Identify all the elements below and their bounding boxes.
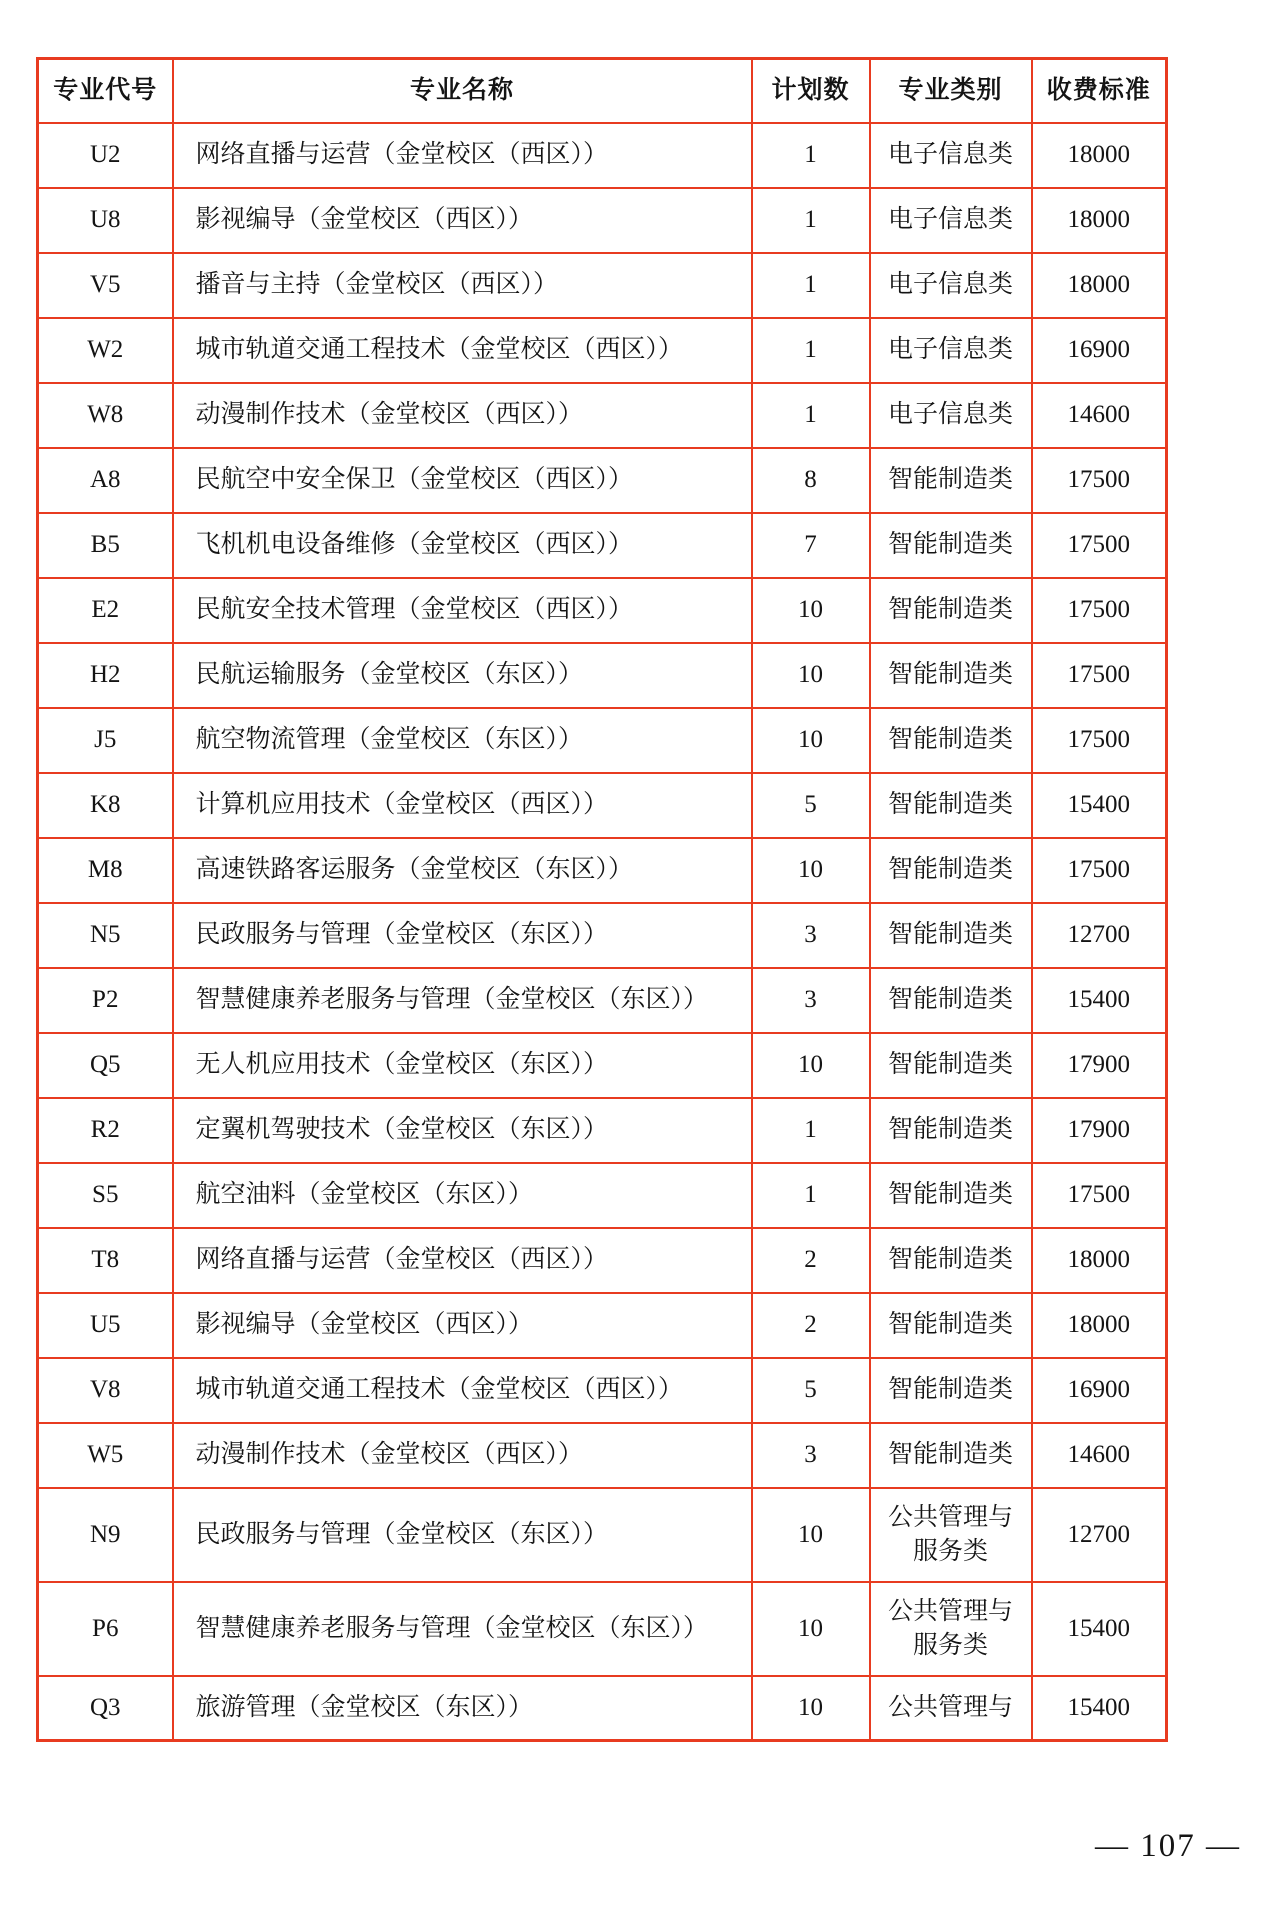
cell-code	[38, 1163, 173, 1228]
cell-category	[870, 578, 1032, 643]
table-row	[38, 643, 1167, 708]
cell-name-text: 民航安全技术管理（金堂校区（西区））	[195, 596, 634, 623]
cell-plan	[752, 968, 870, 1033]
cell-category	[870, 448, 1032, 513]
cell-name	[173, 123, 752, 188]
cell-fee-text: 12700	[1067, 921, 1130, 948]
cell-name	[173, 643, 752, 708]
cell-fee	[1032, 903, 1167, 968]
cell-category-text: 电子信息类	[887, 271, 1013, 298]
cell-category-text: 电子信息类	[887, 141, 1013, 168]
cell-name-text: 播音与主持（金堂校区（西区））	[195, 271, 559, 298]
cell-code	[38, 1033, 173, 1098]
cell-fee	[1032, 773, 1167, 838]
table-row	[38, 188, 1167, 253]
cell-fee-text: 14600	[1067, 1441, 1130, 1468]
cell-category	[870, 1676, 1032, 1741]
cell-code	[38, 318, 173, 383]
cell-name-text: 飞机机电设备维修（金堂校区（西区））	[195, 531, 634, 558]
cell-category-text-line2: 服务类	[912, 1537, 988, 1565]
cell-plan-text: 3	[804, 1441, 817, 1468]
table-row	[38, 773, 1167, 838]
cell-name	[173, 1676, 752, 1741]
table-row	[38, 968, 1167, 1033]
table-row	[38, 253, 1167, 318]
cell-name	[173, 318, 752, 383]
cell-code-text: T8	[91, 1246, 120, 1273]
cell-code	[38, 448, 173, 513]
cell-plan-text: 2	[804, 1311, 817, 1338]
cell-code	[38, 1228, 173, 1293]
cell-plan-text: 1	[804, 336, 817, 363]
table-row	[38, 1488, 1167, 1582]
cell-category	[870, 1582, 1032, 1676]
cell-code-text: V5	[89, 271, 121, 298]
cell-category-text: 智能制造类	[887, 726, 1013, 753]
cell-plan	[752, 1293, 870, 1358]
table-row	[38, 1098, 1167, 1163]
cell-code-text: S5	[92, 1181, 119, 1208]
table-row	[38, 1228, 1167, 1293]
cell-code-text: K8	[89, 791, 121, 818]
cell-category	[870, 513, 1032, 578]
cell-plan	[752, 1033, 870, 1098]
cell-category	[870, 123, 1032, 188]
cell-name-text: 无人机应用技术（金堂校区（东区））	[195, 1051, 609, 1078]
cell-fee	[1032, 513, 1167, 578]
cell-plan-text: 1	[804, 141, 817, 168]
cell-category-text: 智能制造类	[887, 1441, 1013, 1468]
cell-name	[173, 253, 752, 318]
cell-fee-text: 15400	[1067, 986, 1130, 1013]
column-header: 专业代号	[38, 59, 173, 123]
cell-name	[173, 968, 752, 1033]
cell-plan	[752, 773, 870, 838]
cell-plan-text: 1	[804, 271, 817, 298]
cell-fee	[1032, 578, 1167, 643]
column-header: 专业名称	[173, 59, 752, 123]
column-header: 收费标准	[1032, 59, 1167, 123]
cell-name	[173, 578, 752, 643]
cell-fee-text: 12700	[1067, 1520, 1130, 1548]
cell-fee	[1032, 708, 1167, 773]
cell-code-text: W5	[87, 1441, 124, 1468]
cell-plan	[752, 253, 870, 318]
cell-code	[38, 968, 173, 1033]
cell-fee-text: 14600	[1067, 401, 1130, 428]
cell-fee-text: 18000	[1067, 271, 1130, 298]
table-body	[38, 123, 1167, 1741]
cell-fee-text: 17500	[1067, 1181, 1130, 1208]
cell-plan	[752, 123, 870, 188]
cell-code-text: N9	[89, 1520, 121, 1548]
cell-name-text: 民航运输服务（金堂校区（东区））	[195, 661, 584, 688]
cell-fee	[1032, 383, 1167, 448]
cell-category-text: 智能制造类	[887, 791, 1013, 818]
table-row	[38, 1358, 1167, 1423]
cell-name-text: 城市轨道交通工程技术（金堂校区（西区））	[195, 1376, 684, 1403]
column-header: 专业类别	[870, 59, 1032, 123]
cell-category	[870, 708, 1032, 773]
cell-plan-text: 10	[798, 661, 823, 688]
cell-code	[38, 578, 173, 643]
cell-fee-text: 15400	[1067, 1693, 1130, 1721]
cell-fee-text: 18000	[1067, 1246, 1130, 1273]
cell-code	[38, 1582, 173, 1676]
table-row	[38, 1163, 1167, 1228]
cell-code-text: Q5	[89, 1051, 121, 1078]
cell-fee	[1032, 1163, 1167, 1228]
cell-fee	[1032, 188, 1167, 253]
cell-category-text: 电子信息类	[887, 206, 1013, 233]
cell-fee	[1032, 318, 1167, 383]
cell-code	[38, 383, 173, 448]
cell-name-text: 影视编导（金堂校区（西区））	[195, 206, 534, 233]
table-row	[38, 1582, 1167, 1676]
cell-code-text: P2	[92, 986, 119, 1013]
cell-category-text: 电子信息类	[887, 401, 1013, 428]
cell-plan-text: 10	[798, 1520, 823, 1548]
table-row	[38, 448, 1167, 513]
cell-plan	[752, 1488, 870, 1582]
cell-category	[870, 318, 1032, 383]
cell-code	[38, 773, 173, 838]
cell-fee	[1032, 1293, 1167, 1358]
cell-name	[173, 1293, 752, 1358]
cell-plan-text: 1	[804, 1181, 817, 1208]
cell-plan-text: 10	[798, 1051, 823, 1078]
cell-plan	[752, 838, 870, 903]
cell-code-text: M8	[87, 856, 123, 883]
cell-category	[870, 773, 1032, 838]
cell-plan	[752, 903, 870, 968]
page-number: — 107 —	[1095, 1828, 1241, 1864]
cell-code	[38, 1358, 173, 1423]
cell-category-text: 公共管理与	[887, 1597, 1013, 1625]
cell-category	[870, 1228, 1032, 1293]
cell-code-text: V8	[89, 1376, 121, 1403]
cell-code-text: R2	[90, 1116, 120, 1143]
cell-plan-text: 7	[804, 531, 817, 558]
table-row	[38, 903, 1167, 968]
cell-fee-text: 17500	[1067, 531, 1130, 558]
cell-category-text: 智能制造类	[887, 1181, 1013, 1208]
cell-name	[173, 448, 752, 513]
cell-fee-text: 17900	[1067, 1116, 1130, 1143]
cell-category-text: 智能制造类	[887, 596, 1013, 623]
cell-code-text: Q3	[89, 1693, 121, 1721]
cell-category	[870, 968, 1032, 1033]
cell-category-text: 智能制造类	[887, 1246, 1013, 1273]
cell-plan	[752, 1358, 870, 1423]
cell-category-text: 智能制造类	[887, 986, 1013, 1013]
cell-plan-text: 10	[798, 1614, 823, 1642]
cell-category-text: 智能制造类	[887, 661, 1013, 688]
cell-name-text: 城市轨道交通工程技术（金堂校区（西区））	[195, 336, 684, 363]
cell-plan	[752, 1582, 870, 1676]
cell-plan-text: 5	[804, 1376, 817, 1403]
cell-code	[38, 903, 173, 968]
cell-plan	[752, 643, 870, 708]
cell-category-text-line2: 服务类	[912, 1631, 988, 1659]
cell-code-text: P6	[92, 1614, 119, 1642]
table-row	[38, 708, 1167, 773]
cell-category-text: 智能制造类	[887, 1376, 1013, 1403]
cell-category	[870, 1163, 1032, 1228]
cell-code	[38, 1098, 173, 1163]
cell-code-text: N5	[89, 921, 121, 948]
cell-fee-text: 17500	[1067, 661, 1130, 688]
cell-plan-text: 10	[798, 1693, 823, 1721]
cell-code	[38, 513, 173, 578]
cell-category-text: 智能制造类	[887, 466, 1013, 493]
cell-category-text: 公共管理与	[887, 1693, 1013, 1721]
cell-plan-text: 10	[798, 856, 823, 883]
cell-name	[173, 188, 752, 253]
cell-code-text: E2	[91, 596, 120, 623]
table-header-row	[38, 59, 1167, 123]
cell-name-text: 网络直播与运营（金堂校区（西区））	[195, 1246, 609, 1273]
cell-code-text: H2	[89, 661, 121, 688]
cell-plan	[752, 318, 870, 383]
cell-name-text: 旅游管理（金堂校区（东区））	[195, 1693, 534, 1721]
table-row	[38, 123, 1167, 188]
cell-fee-text: 17500	[1067, 726, 1130, 753]
cell-code-text: W8	[87, 401, 124, 428]
cell-category	[870, 1358, 1032, 1423]
cell-plan-text: 10	[798, 726, 823, 753]
cell-plan	[752, 578, 870, 643]
cell-fee-text: 15400	[1067, 791, 1130, 818]
table-row	[38, 1676, 1167, 1741]
cell-plan	[752, 448, 870, 513]
cell-code-text: A8	[89, 466, 121, 493]
cell-code-text: B5	[90, 531, 120, 558]
table-row	[38, 578, 1167, 643]
cell-name	[173, 513, 752, 578]
cell-name-text: 民航空中安全保卫（金堂校区（西区））	[195, 466, 634, 493]
cell-code-text: U5	[89, 1311, 121, 1338]
cell-category	[870, 383, 1032, 448]
cell-plan	[752, 383, 870, 448]
table-row	[38, 383, 1167, 448]
cell-fee-text: 17900	[1067, 1051, 1130, 1078]
cell-name-text: 航空物流管理（金堂校区（东区））	[195, 726, 584, 753]
cell-fee	[1032, 1488, 1167, 1582]
cell-name-text: 航空油料（金堂校区（东区））	[195, 1181, 534, 1208]
cell-code	[38, 123, 173, 188]
cell-name	[173, 1163, 752, 1228]
cell-code-text: U2	[89, 141, 121, 168]
cell-plan	[752, 1163, 870, 1228]
table-row	[38, 1033, 1167, 1098]
cell-name	[173, 1488, 752, 1582]
cell-plan-text: 1	[804, 401, 817, 428]
cell-category-text: 智能制造类	[887, 1311, 1013, 1338]
cell-category	[870, 1293, 1032, 1358]
cell-fee	[1032, 1423, 1167, 1488]
cell-name-text: 动漫制作技术（金堂校区（西区））	[195, 1441, 584, 1468]
cell-name	[173, 1033, 752, 1098]
cell-code	[38, 1676, 173, 1741]
cell-name	[173, 1423, 752, 1488]
cell-name	[173, 773, 752, 838]
cell-code-text: U8	[89, 206, 121, 233]
cell-code	[38, 1423, 173, 1488]
cell-code	[38, 188, 173, 253]
cell-name-text: 动漫制作技术（金堂校区（西区））	[195, 401, 584, 428]
cell-plan	[752, 1098, 870, 1163]
cell-fee	[1032, 1358, 1167, 1423]
cell-category	[870, 1488, 1032, 1582]
cell-fee-text: 15400	[1067, 1614, 1130, 1642]
cell-fee	[1032, 448, 1167, 513]
cell-fee-text: 18000	[1067, 141, 1130, 168]
cell-name	[173, 1098, 752, 1163]
cell-name-text: 定翼机驾驶技术（金堂校区（东区））	[195, 1116, 609, 1143]
table-row	[38, 513, 1167, 578]
cell-fee	[1032, 1033, 1167, 1098]
cell-plan	[752, 1228, 870, 1293]
cell-category-text: 智能制造类	[887, 921, 1013, 948]
cell-plan-text: 3	[804, 986, 817, 1013]
cell-code	[38, 838, 173, 903]
cell-code	[38, 253, 173, 318]
cell-plan	[752, 513, 870, 578]
cell-plan	[752, 708, 870, 773]
cell-category-text: 公共管理与	[887, 1503, 1013, 1531]
cell-plan-text: 5	[804, 791, 817, 818]
cell-fee	[1032, 1676, 1167, 1741]
cell-fee-text: 18000	[1067, 206, 1130, 233]
cell-plan	[752, 1423, 870, 1488]
cell-plan-text: 10	[798, 596, 823, 623]
table-row	[38, 1293, 1167, 1358]
cell-fee-text: 16900	[1067, 1376, 1130, 1403]
cell-category-text: 智能制造类	[887, 1116, 1013, 1143]
cell-fee	[1032, 968, 1167, 1033]
table-row	[38, 838, 1167, 903]
cell-fee-text: 16900	[1067, 336, 1130, 363]
cell-category-text: 智能制造类	[887, 856, 1013, 883]
cell-code	[38, 708, 173, 773]
cell-name-text: 民政服务与管理（金堂校区（东区））	[195, 1520, 609, 1548]
cell-name-text: 智慧健康养老服务与管理（金堂校区（东区））	[195, 1614, 709, 1642]
cell-plan	[752, 188, 870, 253]
cell-category-text: 智能制造类	[887, 1051, 1013, 1078]
cell-plan-text: 1	[804, 1116, 817, 1143]
cell-name-text: 高速铁路客运服务（金堂校区（东区））	[195, 856, 634, 883]
cell-fee	[1032, 1582, 1167, 1676]
cell-category-text: 电子信息类	[887, 336, 1013, 363]
enrollment-plan-table	[36, 57, 1168, 1742]
column-header: 计划数	[752, 59, 870, 123]
cell-name	[173, 1582, 752, 1676]
cell-category	[870, 1423, 1032, 1488]
cell-code-text: J5	[94, 726, 117, 753]
cell-name-text: 网络直播与运营（金堂校区（西区））	[195, 141, 609, 168]
cell-category	[870, 643, 1032, 708]
table-row	[38, 318, 1167, 383]
cell-name	[173, 838, 752, 903]
cell-fee	[1032, 838, 1167, 903]
cell-fee-text: 17500	[1067, 466, 1130, 493]
cell-fee-text: 17500	[1067, 856, 1130, 883]
cell-name	[173, 1228, 752, 1293]
cell-fee	[1032, 1228, 1167, 1293]
cell-category	[870, 188, 1032, 253]
cell-category	[870, 253, 1032, 318]
cell-name	[173, 708, 752, 773]
cell-fee-text: 17500	[1067, 596, 1130, 623]
cell-name	[173, 903, 752, 968]
cell-code	[38, 1293, 173, 1358]
cell-plan-text: 1	[804, 206, 817, 233]
cell-category	[870, 838, 1032, 903]
cell-name	[173, 1358, 752, 1423]
cell-fee	[1032, 643, 1167, 708]
cell-fee	[1032, 253, 1167, 318]
cell-plan-text: 8	[804, 466, 817, 493]
cell-name-text: 民政服务与管理（金堂校区（东区））	[195, 921, 609, 948]
cell-fee	[1032, 123, 1167, 188]
cell-code	[38, 643, 173, 708]
cell-category	[870, 1098, 1032, 1163]
cell-fee-text: 18000	[1067, 1311, 1130, 1338]
cell-name-text: 智慧健康养老服务与管理（金堂校区（东区））	[195, 986, 709, 1013]
cell-category	[870, 903, 1032, 968]
cell-plan	[752, 1676, 870, 1741]
cell-name	[173, 383, 752, 448]
cell-fee	[1032, 1098, 1167, 1163]
cell-plan-text: 2	[804, 1246, 817, 1273]
table-row	[38, 1423, 1167, 1488]
cell-code	[38, 1488, 173, 1582]
cell-category-text: 智能制造类	[887, 531, 1013, 558]
cell-plan-text: 3	[804, 921, 817, 948]
cell-category	[870, 1033, 1032, 1098]
cell-name-text: 计算机应用技术（金堂校区（西区））	[195, 791, 609, 818]
cell-name-text: 影视编导（金堂校区（西区））	[195, 1311, 534, 1338]
cell-code-text: W2	[87, 336, 124, 363]
